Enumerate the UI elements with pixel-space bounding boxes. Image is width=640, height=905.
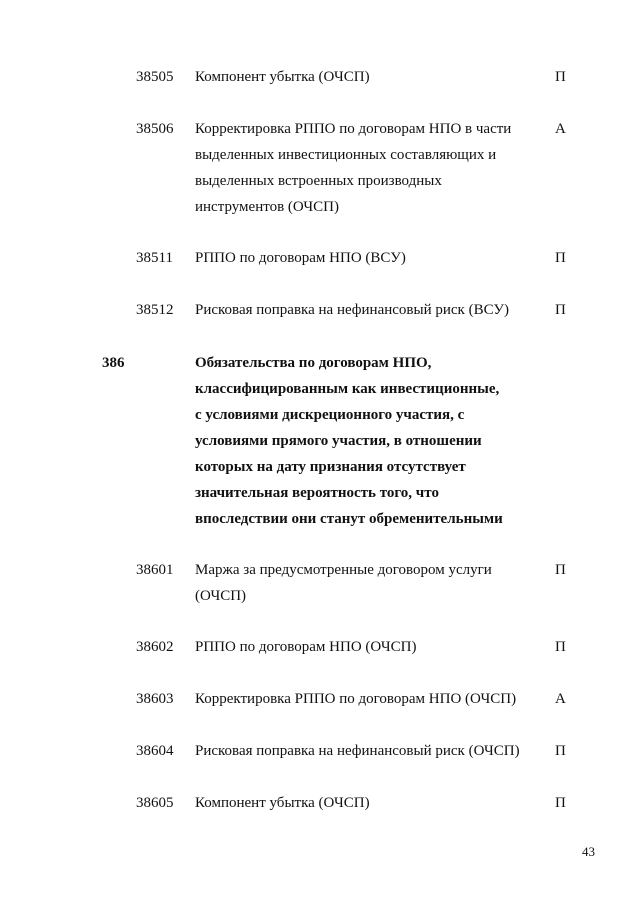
account-type: П xyxy=(555,743,566,759)
account-description: Компонент убытка (ОЧСП) xyxy=(195,69,370,85)
section-title: Обязательства по договорам НПО, классифицированным как инвестиционные, с условиями дискреционного участия, с условиями прямого участия, в отношении которых на дату признания отсутствует значительная вероятность того, что впоследствии они станут обременительными xyxy=(195,355,503,527)
account-code: 38602 xyxy=(136,639,174,655)
account-code: 38505 xyxy=(136,69,174,85)
account-code: 38601 xyxy=(136,562,174,578)
account-description: Рисковая поправка на нефинансовый риск (ВСУ) xyxy=(195,302,510,318)
section-code: 386 xyxy=(102,355,125,371)
page-number: 43 xyxy=(582,844,595,859)
account-type: П xyxy=(555,302,566,318)
account-code: 38604 xyxy=(136,743,174,759)
account-description: Корректировка РППО по договорам НПО (ОЧСП) xyxy=(195,691,517,707)
account-description: Компонент убытка (ОЧСП) xyxy=(195,795,370,811)
account-type: А xyxy=(555,691,566,707)
account-description: Корректировка РППО по договорам НПО в части выделенных инвестиционных составляющих и выделенных встроенных производных инструментов (ОЧСП) xyxy=(195,121,512,215)
account-code: 38603 xyxy=(136,691,174,707)
account-code: 38511 xyxy=(136,250,173,266)
account-type: П xyxy=(555,639,566,655)
account-description: Рисковая поправка на нефинансовый риск (ОЧСП) xyxy=(195,743,520,759)
account-type: П xyxy=(555,795,566,811)
account-type: П xyxy=(555,250,566,266)
account-description: РППО по договорам НПО (ОЧСП) xyxy=(195,639,417,655)
account-code: 38512 xyxy=(136,302,174,318)
account-code: 38506 xyxy=(136,121,174,137)
account-description: Маржа за предусмотренные договором услуги (ОЧСП) xyxy=(195,562,492,604)
account-type: П xyxy=(555,69,566,85)
account-type: П xyxy=(555,562,566,578)
account-code: 38605 xyxy=(136,795,174,811)
account-description: РППО по договорам НПО (ВСУ) xyxy=(195,250,406,266)
account-type: А xyxy=(555,121,566,137)
